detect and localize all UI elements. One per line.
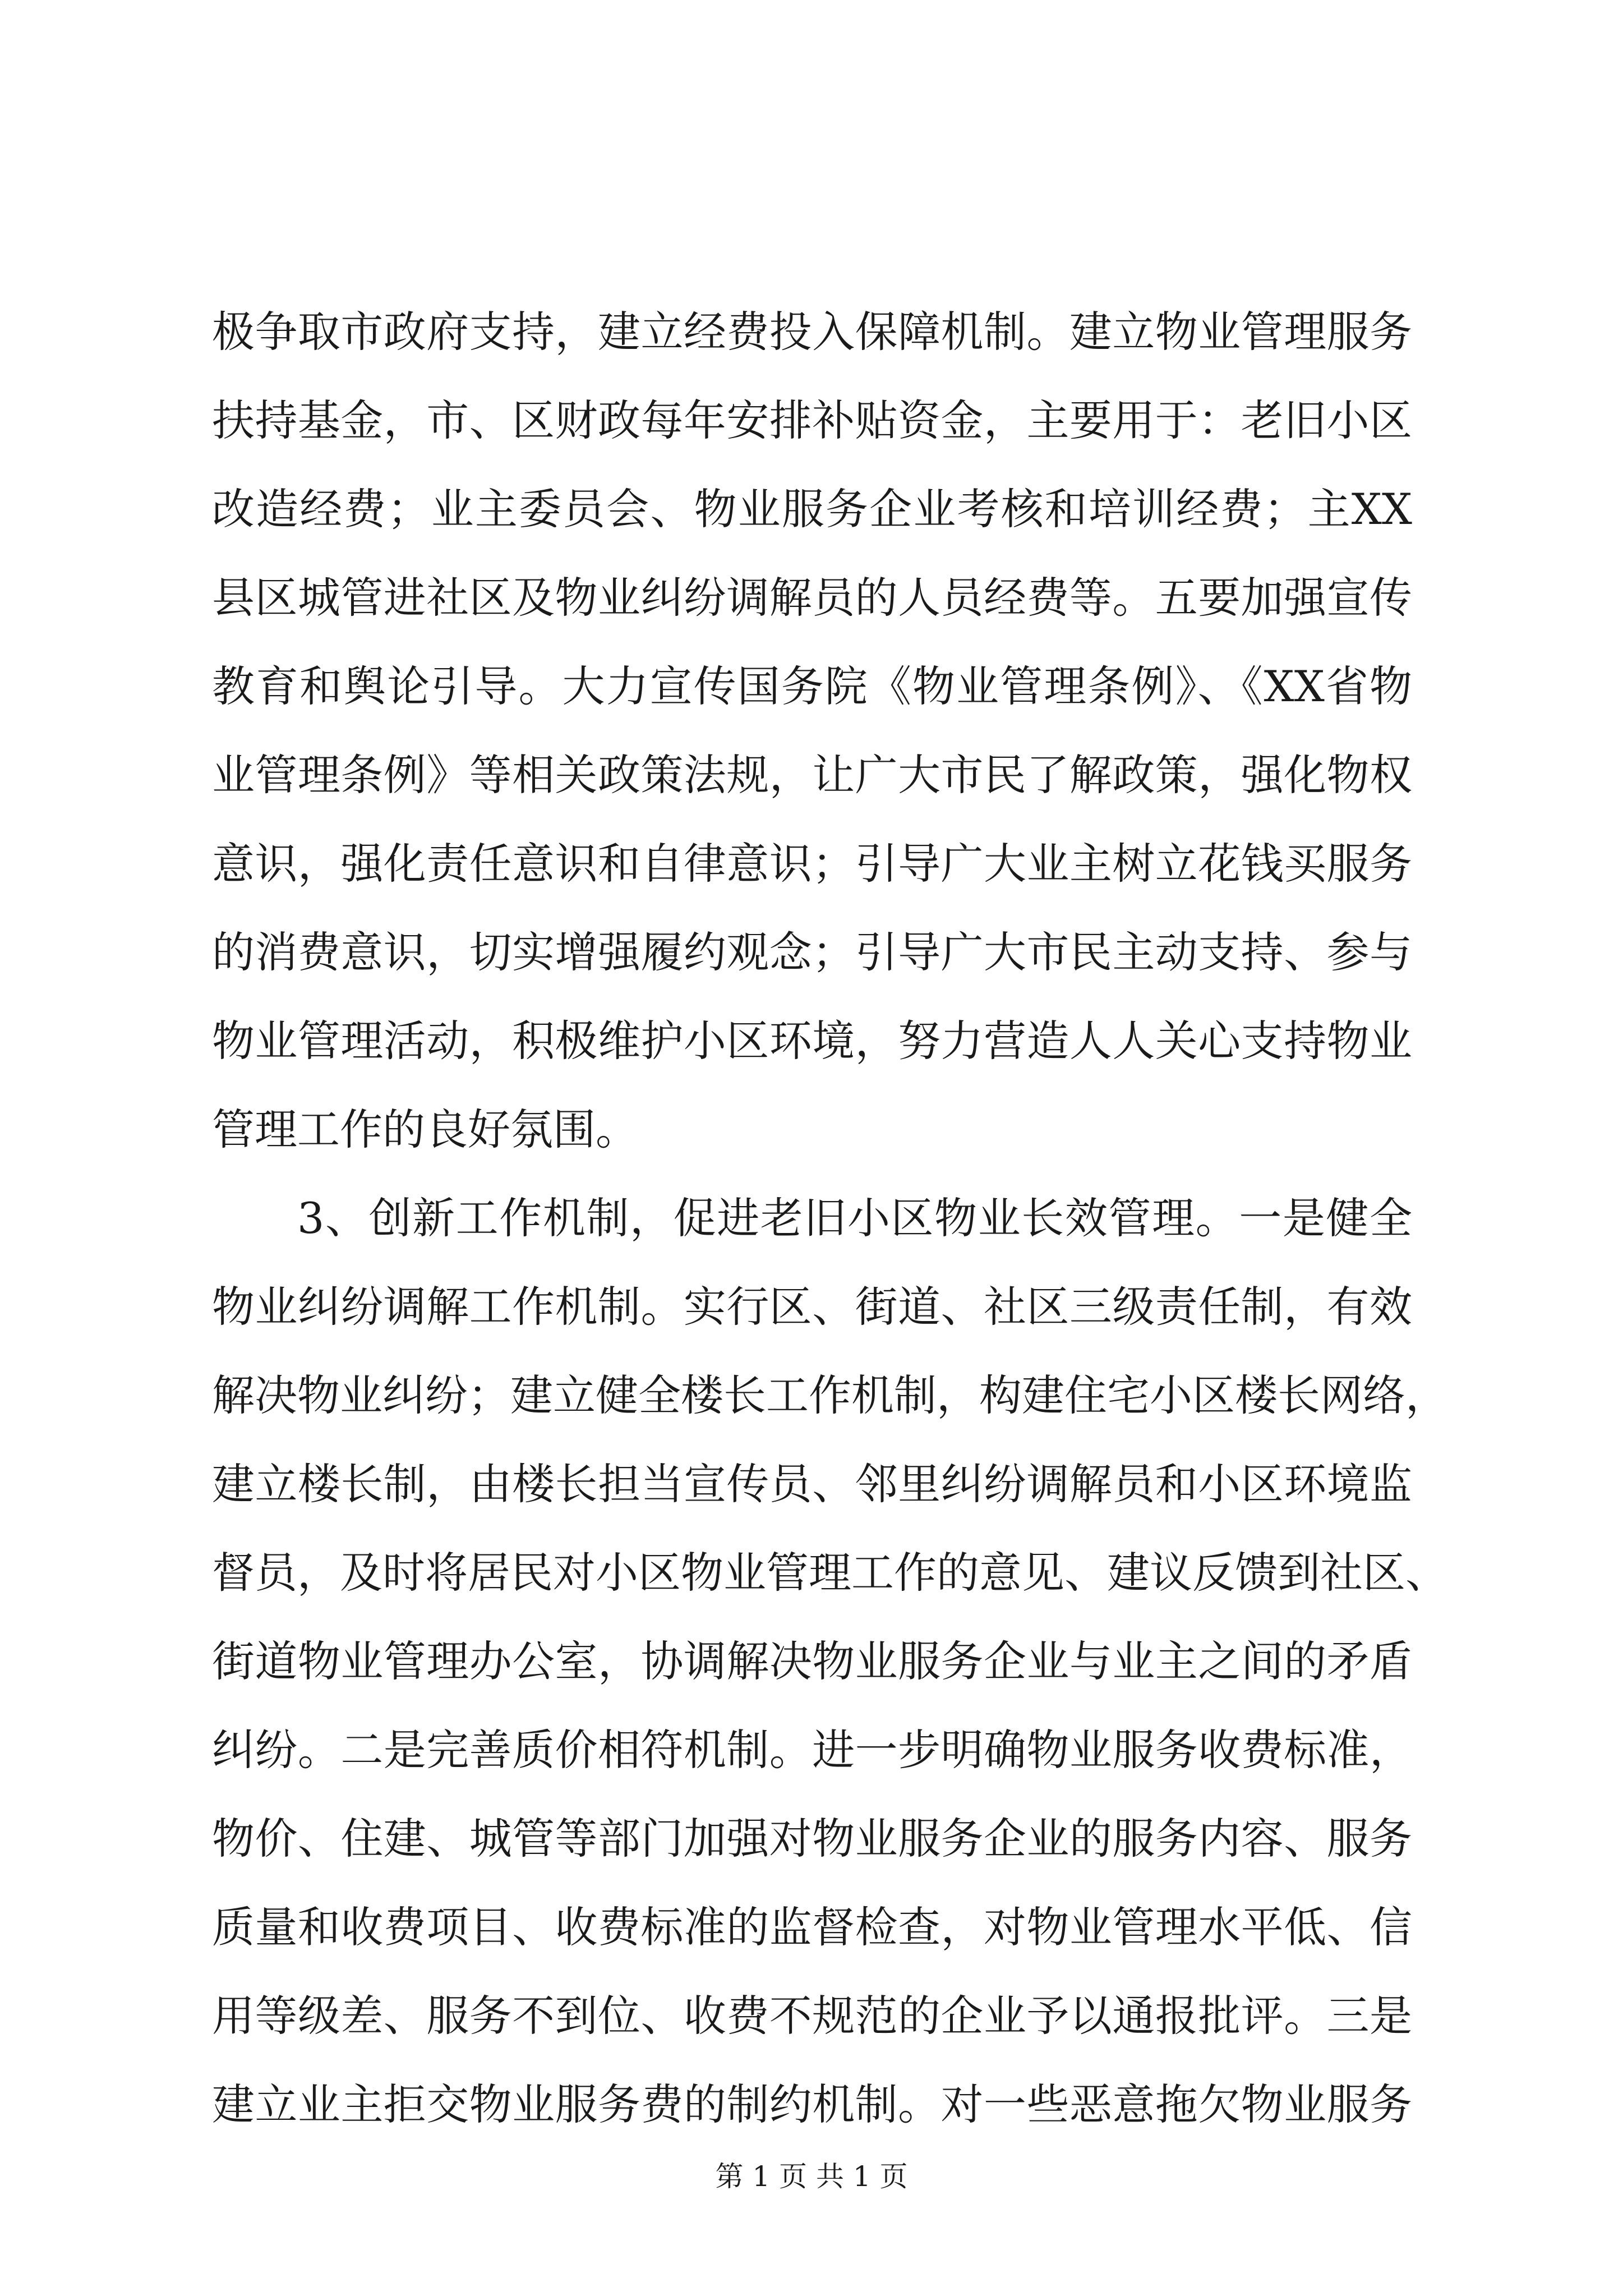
text-line: 教育和舆论引导。大力宣传国务院《物业管理条例》、《XX省物 — [212, 661, 1412, 711]
text-line: 解决物业纠纷；建立健全楼长工作机制，构建住宅小区楼长网络， — [212, 1370, 1448, 1420]
text-line: 街道物业管理办公室，协调解决物业服务企业与业主之间的矛盾 — [212, 1636, 1412, 1686]
text-line: 质量和收费项目、收费标准的监督检查，对物业管理水平低、信 — [212, 1902, 1412, 1952]
text-line: 纠纷。二是完善质价相符机制。进一步明确物业服务收费标准， — [212, 1725, 1412, 1775]
text-line: 县区城管进社区及物业纠纷调解员的人员经费等。五要加强宣传 — [212, 573, 1412, 623]
text-line: 物业纠纷调解工作机制。实行区、街道、社区三级责任制，有效 — [212, 1282, 1412, 1332]
text-line: 改造经费；业主委员会、物业服务企业考核和培训经费；主XX — [212, 484, 1412, 534]
text-line: 建立楼长制，由楼长担当宣传员、邻里纠纷调解员和小区环境监 — [212, 1459, 1412, 1509]
text-line: 用等级差、服务不到位、收费不规范的企业予以通报批评。三是 — [212, 1991, 1412, 2041]
text-line: 业管理条例》等相关政策法规，让广大市民了解政策，强化物权 — [212, 750, 1412, 800]
text-line: 意识，强化责任意识和自律意识；引导广大业主树立花钱买服务 — [212, 839, 1412, 889]
text-line: 的消费意识，切实增强履约观念；引导广大市民主动支持、参与 — [212, 927, 1412, 977]
text-line: 建立业主拒交物业服务费的制约机制。对一些恶意拖欠物业服务 — [212, 2079, 1412, 2129]
text-line: 物价、住建、城管等部门加强对物业服务企业的服务内容、服务 — [212, 1814, 1412, 1864]
text-line: 极争取市政府支持，建立经费投入保障机制。建立物业管理服务 — [212, 307, 1412, 357]
text-line: 3、创新工作机制，促进老旧小区物业长效管理。一是健全 — [297, 1193, 1412, 1243]
text-line: 管理工作的良好氛围。 — [212, 1105, 638, 1154]
text-line: 督员，及时将居民对小区物业管理工作的意见、建议反馈到社区、 — [212, 1548, 1448, 1598]
text-line: 物业管理活动，积极维护小区环境，努力营造人人关心支持物业 — [212, 1016, 1412, 1066]
text-line: 扶持基金，市、区财政每年安排补贴资金，主要用于：老旧小区 — [212, 395, 1412, 445]
page-footer: 第 1 页 共 1 页 — [715, 2160, 908, 2193]
